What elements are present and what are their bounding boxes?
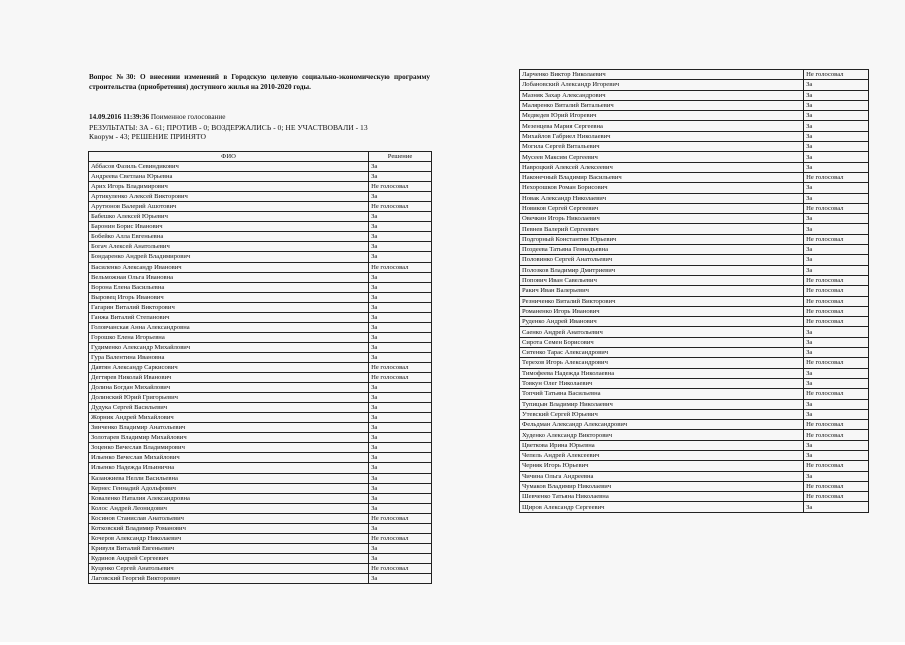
vote-decision: За — [804, 399, 869, 409]
table-row — [89, 453, 432, 463]
vote-decision: Не голосовал — [804, 430, 869, 440]
table-row — [520, 481, 869, 491]
table-row — [89, 352, 432, 362]
table-row — [89, 573, 432, 583]
deputy-name: Кернес Геннадий Адольфович — [89, 483, 369, 493]
deputy-name: Ильенко Вячеслав Михайлович — [89, 453, 369, 463]
deputy-name: Гура Валентина Ивановна — [89, 352, 369, 362]
deputy-name: Кочеров Александр Николаевич — [89, 533, 369, 543]
deputy-name: Товкун Олег Николаевич — [520, 378, 804, 388]
vote-decision: За — [369, 322, 432, 332]
deputy-name: Тимофеева Надежда Николаевна — [520, 368, 804, 378]
deputy-name: Ворона Елена Васильевна — [89, 282, 369, 292]
table-row — [89, 413, 432, 423]
table-row — [520, 245, 869, 255]
table-row — [520, 471, 869, 481]
table-row — [520, 152, 869, 162]
vote-decision: За — [369, 232, 432, 242]
table-row — [520, 121, 869, 131]
vote-decision: За — [804, 224, 869, 234]
header-decision: Решение — [369, 152, 432, 162]
deputy-name: Щиров Александр Сергеевич — [520, 502, 804, 512]
vote-decision: За — [369, 473, 432, 483]
deputy-name: Чичина Ольга Андреевна — [520, 471, 804, 481]
deputy-name: Бабешко Алексей Юрьевич — [89, 212, 369, 222]
table-row — [520, 502, 869, 512]
vote-timestamp: 14.09.2016 11:39:36 — [89, 113, 150, 121]
table-row — [520, 80, 869, 90]
table-row — [520, 142, 869, 152]
vote-meta — [89, 113, 434, 142]
table-row — [89, 262, 432, 272]
vote-decision: За — [804, 214, 869, 224]
table-row — [89, 202, 432, 212]
vote-decision: Не голосовал — [369, 182, 432, 192]
table-row — [89, 242, 432, 252]
table-row — [520, 420, 869, 430]
deputy-name: Худенко Александр Викторович — [520, 430, 804, 440]
table-row — [89, 393, 432, 403]
vote-decision: За — [369, 172, 432, 182]
header-name: ФИО — [89, 152, 369, 162]
votes-table-right — [519, 69, 869, 513]
table-row — [89, 302, 432, 312]
vote-decision: За — [369, 252, 432, 262]
deputy-name: Дегтярев Николай Иванович — [89, 373, 369, 383]
vote-decision: За — [804, 162, 869, 172]
deputy-name: Половинко Сергей Анатольевич — [520, 255, 804, 265]
vote-decision: Не голосовал — [369, 262, 432, 272]
deputy-name: Дудука Сергей Васильевич — [89, 403, 369, 413]
deputy-name: Гудименко Александр Михайлович — [89, 342, 369, 352]
vote-decision: Не голосовал — [804, 275, 869, 285]
deputy-name: Зинченко Владимир Анатольевич — [89, 423, 369, 433]
table-row — [520, 100, 869, 110]
table-row — [520, 111, 869, 121]
deputy-name: Долинский Юрий Григорьевич — [89, 393, 369, 403]
table-row — [89, 312, 432, 322]
table-row — [89, 383, 432, 393]
vote-decision: За — [804, 245, 869, 255]
deputy-name: Резниченко Виталий Викторович — [520, 296, 804, 306]
vote-decision: Не голосовал — [369, 202, 432, 212]
vote-decision: Не голосовал — [369, 362, 432, 372]
table-row — [89, 362, 432, 372]
table-row — [89, 563, 432, 573]
table-header-row — [89, 152, 432, 162]
table-row — [520, 70, 869, 80]
vote-decision: За — [804, 450, 869, 460]
vote-time-line — [89, 113, 434, 123]
vote-decision: За — [369, 332, 432, 342]
table-row — [89, 342, 432, 352]
deputy-name: Поздеева Татьяна Геннадьевна — [520, 245, 804, 255]
table-row — [89, 332, 432, 342]
vote-decision: За — [804, 80, 869, 90]
deputy-name: Колос Андрей Леонидович — [89, 503, 369, 513]
deputy-name: Вельможная Ольга Ивановна — [89, 272, 369, 282]
table-row — [520, 368, 869, 378]
table-row — [520, 450, 869, 460]
vote-decision: За — [369, 433, 432, 443]
vote-decision: За — [369, 463, 432, 473]
vote-decision: За — [369, 403, 432, 413]
table-row — [520, 306, 869, 316]
deputy-name: Бобейко Алла Евгеньевна — [89, 232, 369, 242]
deputy-name: Чумаков Владимир Николаевич — [520, 481, 804, 491]
vote-decision: Не голосовал — [804, 234, 869, 244]
deputy-name: Навроцкий Алексей Алексеевич — [520, 162, 804, 172]
deputy-name: Полозков Владимир Дмитриевич — [520, 265, 804, 275]
table-row — [89, 473, 432, 483]
deputy-name: Цветкова Ирина Юрьевна — [520, 440, 804, 450]
table-row — [520, 461, 869, 471]
deputy-name: Топчий Татьяна Васильевна — [520, 389, 804, 399]
deputy-name: Саенко Андрей Анатольевич — [520, 327, 804, 337]
table-row — [520, 131, 869, 141]
vote-decision: За — [369, 292, 432, 302]
vote-decision: За — [804, 90, 869, 100]
table-row — [520, 90, 869, 100]
vote-decision: Не голосовал — [804, 286, 869, 296]
table-row — [520, 430, 869, 440]
deputy-name: Ларченко Виктор Николаевич — [520, 70, 804, 80]
table-row — [89, 192, 432, 202]
table-row — [520, 378, 869, 388]
table-row — [520, 317, 869, 327]
table-row — [89, 232, 432, 242]
deputy-name: Овечкин Игорь Николаевич — [520, 214, 804, 224]
votes-table-left-body — [89, 162, 432, 584]
table-row — [89, 322, 432, 332]
vote-decision: За — [804, 337, 869, 347]
table-row — [520, 193, 869, 203]
vote-decision: За — [369, 162, 432, 172]
table-row — [520, 224, 869, 234]
vote-decision: За — [804, 348, 869, 358]
table-row — [89, 162, 432, 172]
deputy-name: Арих Игорь Владимирович — [89, 182, 369, 192]
vote-decision: За — [369, 242, 432, 252]
table-row — [520, 358, 869, 368]
deputy-name: Маляренко Виталий Витальевич — [520, 100, 804, 110]
table-row — [520, 409, 869, 419]
vote-decision: За — [369, 423, 432, 433]
vote-decision: Не голосовал — [369, 513, 432, 523]
deputy-name: Бондаренко Андрей Владимирович — [89, 252, 369, 262]
vote-decision: За — [369, 312, 432, 322]
deputy-name: Золотарев Владимир Михайлович — [89, 433, 369, 443]
deputy-name: Андреева Светлана Юрьевна — [89, 172, 369, 182]
vote-decision: За — [804, 368, 869, 378]
table-row — [89, 282, 432, 292]
vote-decision: За — [804, 440, 869, 450]
vote-decision: За — [804, 265, 869, 275]
deputy-name: Василенко Александр Иванович — [89, 262, 369, 272]
deputy-name: Коваленко Наталия Александровна — [89, 493, 369, 503]
deputy-name: Попович Иван Савельевич — [520, 275, 804, 285]
vote-decision: Не голосовал — [804, 317, 869, 327]
table-row — [520, 399, 869, 409]
table-row — [520, 203, 869, 213]
deputy-name: Богач Алексей Анатольевич — [89, 242, 369, 252]
votes-table-left — [88, 151, 432, 584]
vote-decision: За — [369, 443, 432, 453]
vote-decision: За — [804, 131, 869, 141]
vote-decision: Не голосовал — [804, 492, 869, 502]
table-row — [89, 483, 432, 493]
vote-decision: За — [804, 255, 869, 265]
deputy-name: Руденко Андрей Иванович — [520, 317, 804, 327]
vote-decision: За — [804, 193, 869, 203]
deputy-name: Лобановский Александр Игоревич — [520, 80, 804, 90]
deputy-name: Подгорный Константин Юрьевич — [520, 234, 804, 244]
deputy-name: Зоценко Вячеслав Владимирович — [89, 443, 369, 453]
votes-table-right-body — [520, 70, 869, 513]
table-row — [89, 523, 432, 533]
vote-decision: За — [804, 183, 869, 193]
deputy-name: Могила Сергей Витальевич — [520, 142, 804, 152]
table-row — [89, 373, 432, 383]
vote-decision: За — [369, 453, 432, 463]
table-row — [89, 533, 432, 543]
vote-decision: Не голосовал — [804, 203, 869, 213]
vote-decision: Не голосовал — [804, 70, 869, 80]
vote-decision: За — [369, 483, 432, 493]
deputy-name: Кривуля Виталий Евгеньевич — [89, 543, 369, 553]
deputy-name: Тупицын Владимир Николаевич — [520, 399, 804, 409]
table-row — [89, 182, 432, 192]
table-row — [520, 348, 869, 358]
table-row — [89, 212, 432, 222]
vote-decision: За — [369, 212, 432, 222]
vote-decision: Не голосовал — [804, 481, 869, 491]
deputy-name: Новак Александр Николаевич — [520, 193, 804, 203]
vote-decision: За — [369, 352, 432, 362]
vote-decision: Не голосовал — [369, 563, 432, 573]
table-row — [89, 272, 432, 282]
table-row — [89, 403, 432, 413]
vote-decision: За — [369, 523, 432, 533]
deputy-name: Михайлов Габриел Николаевич — [520, 131, 804, 141]
table-row — [89, 443, 432, 453]
deputy-name: Новиков Сергей Сергеевич — [520, 203, 804, 213]
table-row — [520, 172, 869, 182]
deputy-name: Казанжиева Нелли Васильевна — [89, 473, 369, 483]
table-row — [520, 214, 869, 224]
vote-decision: За — [369, 272, 432, 282]
table-row — [520, 275, 869, 285]
deputy-name: Шевченко Татьяна Николаевна — [520, 492, 804, 502]
vote-decision: За — [369, 342, 432, 352]
deputy-name: Мусеев Максим Сергеевич — [520, 152, 804, 162]
vote-decision: Не голосовал — [804, 306, 869, 316]
table-row — [89, 493, 432, 503]
table-row — [520, 183, 869, 193]
vote-results: РЕЗУЛЬТАТЫ: ЗА - 61; ПРОТИВ - 0; ВОЗДЕРЖАЛИСЬ - 0; НЕ УЧАСТВОВАЛИ - 13 — [89, 122, 368, 132]
table-row — [89, 513, 432, 523]
deputy-name: Ракич Иван Валерьевич — [520, 286, 804, 296]
deputy-name: Арутюнов Валерий Ашотович — [89, 202, 369, 212]
table-row — [520, 337, 869, 347]
deputy-name: Терехов Игорь Александрович — [520, 358, 804, 368]
deputy-name: Куценко Сергей Анатольевич — [89, 563, 369, 573]
vote-decision: За — [804, 111, 869, 121]
table-row — [520, 296, 869, 306]
deputy-name: Гагарин Виталий Викторович — [89, 302, 369, 312]
vote-decision: За — [804, 121, 869, 131]
table-row — [89, 543, 432, 553]
vote-quorum: Кворум - 43; РЕШЕНИЕ ПРИНЯТО — [89, 132, 206, 141]
vote-decision: За — [369, 393, 432, 403]
table-row — [520, 162, 869, 172]
vote-decision: Не голосовал — [804, 420, 869, 430]
deputy-name: Черняк Игорь Юрьевич — [520, 461, 804, 471]
deputy-name: Долина Богдан Михайлович — [89, 383, 369, 393]
deputy-name: Сирота Семен Борисович — [520, 337, 804, 347]
table-row — [89, 433, 432, 443]
deputy-name: Горошко Елена Игорьевна — [89, 332, 369, 342]
question-title: Вопрос №30: О внесении изменений в Городскую целевую социально-экономическую программу строительства (приобретения) доступного жилья на 2010-2020 годы. — [89, 73, 430, 91]
deputy-name: Ганжа Виталий Степанович — [89, 312, 369, 322]
deputy-name: Утевский Сергей Юрьевич — [520, 409, 804, 419]
deputy-name: Ильенко Надежда Ильинична — [89, 463, 369, 473]
vote-decision: За — [804, 327, 869, 337]
deputy-name: Выровец Игорь Иванович — [89, 292, 369, 302]
deputy-name: Ситенко Тарас Александрович — [520, 348, 804, 358]
vote-decision: За — [369, 282, 432, 292]
table-row — [520, 286, 869, 296]
deputy-name: Мазняк Захар Александрович — [520, 90, 804, 100]
vote-decision: За — [369, 302, 432, 312]
vote-decision: За — [804, 152, 869, 162]
deputy-name: Баронин Борис Иванович — [89, 222, 369, 232]
table-row — [520, 492, 869, 502]
vote-type: Поименное голосование — [150, 113, 226, 121]
table-row — [89, 222, 432, 232]
table-row — [520, 234, 869, 244]
deputy-name: Артикуленко Алексей Викторович — [89, 192, 369, 202]
deputy-name: Аббасов Фазиль Севиндикович — [89, 162, 369, 172]
deputy-name: Нехорошков Роман Борисович — [520, 183, 804, 193]
vote-decision: За — [369, 543, 432, 553]
table-row — [520, 389, 869, 399]
vote-decision: За — [369, 383, 432, 393]
vote-decision: За — [804, 142, 869, 152]
table-row — [520, 327, 869, 337]
vote-decision: Не голосовал — [369, 373, 432, 383]
table-row — [520, 440, 869, 450]
deputy-name: Медведев Юрий Игоревич — [520, 111, 804, 121]
vote-decision: За — [804, 100, 869, 110]
table-row — [89, 553, 432, 563]
table-row — [89, 423, 432, 433]
vote-decision: За — [804, 502, 869, 512]
vote-decision: Не голосовал — [804, 358, 869, 368]
deputy-name: Лаговский Георгий Викторович — [89, 573, 369, 583]
table-row — [89, 503, 432, 513]
deputy-name: Наконечный Владимир Васильевич — [520, 172, 804, 182]
deputy-name: Романенко Игорь Иванович — [520, 306, 804, 316]
deputy-name: Кудинов Андрей Сергеевич — [89, 553, 369, 563]
vote-decision: За — [804, 471, 869, 481]
deputy-name: Фельдман Александр Александрович — [520, 420, 804, 430]
table-row — [89, 252, 432, 262]
vote-decision: За — [369, 493, 432, 503]
table-row — [89, 172, 432, 182]
deputy-name: Чепель Андрей Алексеевич — [520, 450, 804, 460]
deputy-name: Головчанская Анна Александровна — [89, 322, 369, 332]
vote-decision: Не голосовал — [804, 296, 869, 306]
deputy-name: Жорник Андрей Михайлович — [89, 413, 369, 423]
deputy-name: Давтян Александр Саркисович — [89, 362, 369, 372]
vote-decision: За — [804, 409, 869, 419]
vote-decision: Не голосовал — [804, 389, 869, 399]
vote-decision: Не голосовал — [804, 172, 869, 182]
vote-decision: За — [804, 378, 869, 388]
table-row — [89, 463, 432, 473]
vote-decision: Не голосовал — [804, 461, 869, 471]
vote-decision: За — [369, 573, 432, 583]
deputy-name: Косинов Станислав Анатольевич — [89, 513, 369, 523]
deputy-name: Мезенцева Мария Сергеевна — [520, 121, 804, 131]
vote-decision: За — [369, 222, 432, 232]
deputy-name: Певнев Валерий Сергеевич — [520, 224, 804, 234]
vote-decision: За — [369, 192, 432, 202]
table-row — [520, 255, 869, 265]
table-row — [520, 265, 869, 275]
deputy-name: Котковский Владимир Романович — [89, 523, 369, 533]
table-row — [89, 292, 432, 302]
vote-decision: За — [369, 503, 432, 513]
vote-decision: За — [369, 413, 432, 423]
vote-decision: За — [369, 553, 432, 563]
vote-decision: Не голосовал — [369, 533, 432, 543]
